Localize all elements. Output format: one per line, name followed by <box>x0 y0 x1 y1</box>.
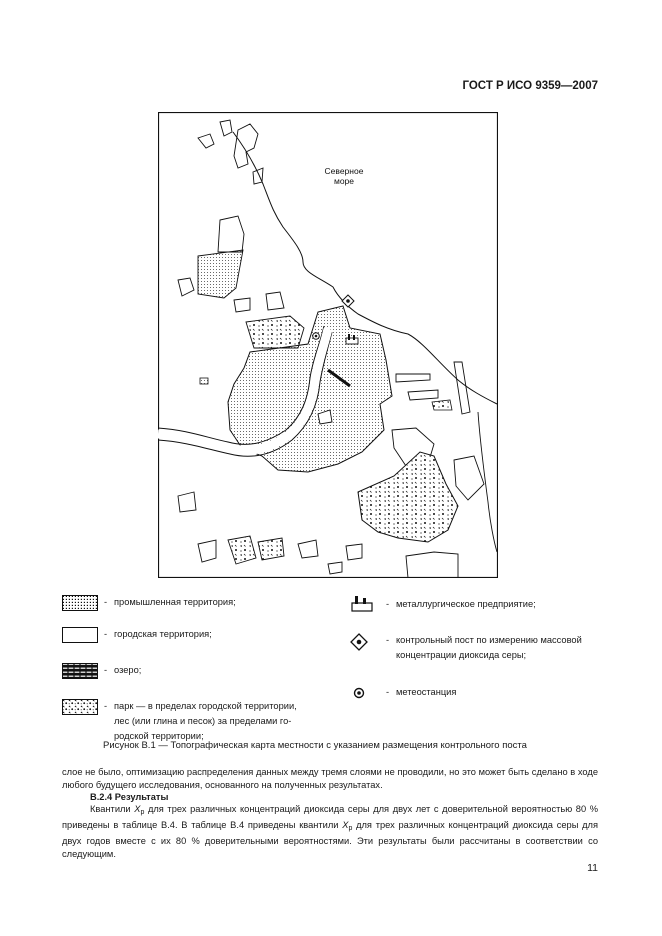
topographic-map <box>158 112 498 578</box>
legend-item-urban <box>62 627 327 653</box>
legend-text-post-line1: контрольный пост по измерению массовой <box>396 635 582 645</box>
weather-station-icon <box>353 687 365 699</box>
legend-dash: - <box>104 665 108 675</box>
legend-dash: - <box>386 687 390 697</box>
quantile-symbol: X <box>134 804 141 814</box>
legend-text-park <box>114 699 324 744</box>
legend-dash: - <box>104 629 108 639</box>
paragraph-2-part-b: для трех различных концентраций диоксида серы для двух лет с доверительной вероятностью 80 % приведены в таблице В.4. В таблице В.4 приведены квантили <box>62 804 598 830</box>
map-label-sea-line2: море <box>333 176 355 186</box>
legend-text-monitoring-post <box>396 633 606 663</box>
legend-text-industrial: промышленная территория; <box>114 597 236 607</box>
legend-dash: - <box>386 635 390 645</box>
paragraph-2-part-a: Квантили <box>90 804 135 814</box>
legend-text-post-line2: концентрации диоксида серы; <box>396 650 527 660</box>
legend-text-metallurgy: металлургическое предприятие; <box>396 599 536 609</box>
legend-item-weather-station <box>350 685 600 703</box>
park-forest-icon <box>62 699 98 715</box>
quantile-subscript: p <box>348 825 353 832</box>
metallurgy-plant-icon <box>350 595 376 613</box>
legend-item-lake <box>62 663 327 689</box>
page-number: 11 <box>587 862 598 874</box>
legend-dash: - <box>386 599 390 609</box>
urban-area-icon <box>62 627 98 643</box>
figure-caption: Рисунок В.1 — Топографическая карта местности с указанием размещения контрольного поста <box>103 740 527 751</box>
legend-item-park <box>62 699 327 745</box>
legend-text-park-line3: родской территории; <box>114 731 204 741</box>
legend-item-monitoring-post <box>350 631 600 675</box>
monitoring-post-icon <box>350 633 368 651</box>
industrial-area-icon <box>62 595 98 611</box>
legend-left <box>62 595 327 755</box>
legend-text-park-line1: парк — в пределах городской территории, <box>114 701 297 711</box>
legend-text-urban: городская территория; <box>114 629 212 639</box>
section-heading-results: В.2.4 Результаты <box>90 792 169 802</box>
legend-text-park-line2: лес (или глина и песок) за пределами го- <box>114 716 292 726</box>
legend-dash: - <box>104 597 108 607</box>
body-paragraph-2 <box>62 803 598 861</box>
legend-dash: - <box>104 701 108 711</box>
paragraph-2-part-c: для трех различных концентраций диоксида серы для двух годов вместе с их 80 % доверительными вероятностями. Эти результаты были рассчитаны в соответствии со следующим. <box>62 820 599 859</box>
legend-right <box>350 595 600 713</box>
body-paragraph-1: слое не было, оптимизацию распределения данных между тремя слоями не проводили, но это может быть сделано в ходе любого будущего исследования, основанного на полученных результатах. <box>62 767 598 790</box>
document-standard-header: ГОСТ Р ИСО 9359—2007 <box>462 80 598 92</box>
legend-text-weather-station: метеостанция <box>396 687 457 697</box>
lake-icon <box>62 663 98 679</box>
quantile-symbol: X <box>342 820 349 830</box>
legend-item-metallurgy <box>350 595 600 621</box>
legend-item-industrial <box>62 595 327 617</box>
map-label-sea-line1: Северное <box>324 166 364 176</box>
quantile-subscript: p <box>140 809 145 816</box>
legend-text-lake: озеро; <box>114 665 142 675</box>
